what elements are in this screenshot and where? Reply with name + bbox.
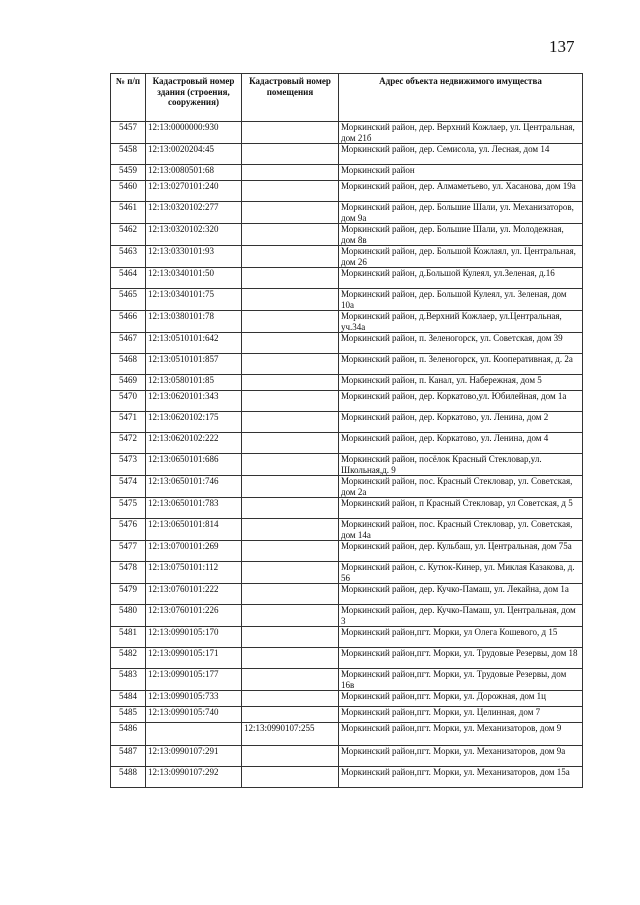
cell-building-cadastral: 12:13:0650101:814 [146, 519, 242, 541]
cell-num: 5469 [111, 375, 146, 391]
cell-building-cadastral [146, 723, 242, 746]
cell-building-cadastral: 12:13:0580101:85 [146, 375, 242, 391]
cell-num: 5476 [111, 519, 146, 541]
cell-building-cadastral: 12:13:0760101:226 [146, 605, 242, 627]
cell-num: 5463 [111, 246, 146, 268]
cell-room-cadastral [242, 746, 339, 767]
cell-room-cadastral [242, 268, 339, 289]
cell-address: Моркинский район, дер. Большой Кожлаял, ул. Центральная, дом 26 [339, 246, 583, 268]
cell-building-cadastral: 12:13:0990105:733 [146, 691, 242, 707]
table-row [111, 333, 583, 354]
cell-num: 5482 [111, 648, 146, 669]
cell-address: Моркинский район,пгт. Морки, ул. Механизаторов, дом 9а [339, 746, 583, 767]
cell-room-cadastral: 12:13:0990107:255 [242, 723, 339, 746]
cell-building-cadastral: 12:13:0760101:222 [146, 584, 242, 605]
cell-num: 5459 [111, 165, 146, 181]
cell-num: 5473 [111, 454, 146, 476]
table-row [111, 454, 583, 476]
table-row [111, 767, 583, 788]
cell-num: 5466 [111, 311, 146, 333]
cell-room-cadastral [242, 519, 339, 541]
table-row [111, 691, 583, 707]
cell-num: 5480 [111, 605, 146, 627]
cell-address: Моркинский район,пгт. Морки, ул. Трудовые Резервы, дом 16в [339, 669, 583, 691]
cell-num: 5478 [111, 562, 146, 584]
cell-building-cadastral: 12:13:0080501:68 [146, 165, 242, 181]
cell-address: Моркинский район, дер. Большие Шали, ул. Молодежная, дом 8в [339, 224, 583, 246]
cell-room-cadastral [242, 311, 339, 333]
cell-address: Моркинский район, пос. Красный Стекловар, ул. Советская, дом 2а [339, 476, 583, 498]
table-row [111, 122, 583, 144]
cell-room-cadastral [242, 391, 339, 412]
cell-building-cadastral: 12:13:0990105:740 [146, 707, 242, 723]
cell-building-cadastral: 12:13:0620102:175 [146, 412, 242, 433]
cell-address: Моркинский район,пгт. Морки, ул. Механизаторов, дом 9 [339, 723, 583, 746]
header-address: Адрес объекта недвижимого имущества [339, 74, 583, 122]
cell-room-cadastral [242, 454, 339, 476]
cell-address: Моркинский район [339, 165, 583, 181]
cell-building-cadastral: 12:13:0650101:746 [146, 476, 242, 498]
cell-building-cadastral: 12:13:0990105:171 [146, 648, 242, 669]
cell-building-cadastral: 12:13:0990107:291 [146, 746, 242, 767]
cell-building-cadastral: 12:13:0990107:292 [146, 767, 242, 788]
cell-room-cadastral [242, 562, 339, 584]
cell-room-cadastral [242, 627, 339, 648]
cell-address: Моркинский район, дер. Кучко-Памаш, ул. Центральная, дом 3 [339, 605, 583, 627]
cell-address: Моркинский район, посёлок Красный Стекловар,ул. Школьная,д. 9 [339, 454, 583, 476]
cell-room-cadastral [242, 691, 339, 707]
cell-room-cadastral [242, 144, 339, 165]
cell-room-cadastral [242, 181, 339, 202]
cell-room-cadastral [242, 224, 339, 246]
header-building-cadastral: Кадастровый номер здания (строения, сооружения) [146, 74, 242, 122]
cell-num: 5471 [111, 412, 146, 433]
table-body [111, 122, 583, 788]
cell-address: Моркинский район, п. Канал, ул. Набережная, дом 5 [339, 375, 583, 391]
cell-room-cadastral [242, 165, 339, 181]
page-number: 137 [549, 37, 575, 56]
cell-room-cadastral [242, 648, 339, 669]
cell-num: 5486 [111, 723, 146, 746]
table-row [111, 627, 583, 648]
cell-address: Моркинский район,пгт. Морки, ул. Дорожная, дом 1ц [339, 691, 583, 707]
cell-num: 5483 [111, 669, 146, 691]
cell-num: 5488 [111, 767, 146, 788]
cell-building-cadastral: 12:13:0340101:75 [146, 289, 242, 311]
cell-num: 5487 [111, 746, 146, 767]
cell-address: Моркинский район, д.Верхний Кожлаер, ул.Центральная, уч.34а [339, 311, 583, 333]
cell-building-cadastral: 12:13:0990105:170 [146, 627, 242, 648]
table-row [111, 584, 583, 605]
table-row [111, 746, 583, 767]
cell-address: Моркинский район, дер. Большой Кулеял, ул. Зеленая, дом 10а [339, 289, 583, 311]
cell-address: Моркинский район, дер. Семисола, ул. Лесная, дом 14 [339, 144, 583, 165]
cell-address: Моркинский район,пгт. Морки, ул. Трудовые Резервы, дом 18 [339, 648, 583, 669]
cell-num: 5465 [111, 289, 146, 311]
cell-building-cadastral: 12:13:0340101:50 [146, 268, 242, 289]
table-row [111, 498, 583, 519]
cell-building-cadastral: 12:13:0750101:112 [146, 562, 242, 584]
table-row [111, 519, 583, 541]
cell-building-cadastral: 12:13:0020204:45 [146, 144, 242, 165]
cell-address: Моркинский район, дер. Коркатово, ул. Ленина, дом 2 [339, 412, 583, 433]
cell-num: 5475 [111, 498, 146, 519]
table-row [111, 605, 583, 627]
cell-room-cadastral [242, 669, 339, 691]
cell-building-cadastral: 12:13:0320102:320 [146, 224, 242, 246]
cell-num: 5457 [111, 122, 146, 144]
header-num: № п/п [111, 74, 146, 122]
cell-address: Моркинский район,пгт. Морки, ул. Механизаторов, дом 15а [339, 767, 583, 788]
table-row [111, 181, 583, 202]
cell-room-cadastral [242, 707, 339, 723]
table-row [111, 669, 583, 691]
cell-address: Моркинский район, п. Зеленогорск, ул. Кооперативная, д. 2а [339, 354, 583, 375]
table-row [111, 354, 583, 375]
cell-room-cadastral [242, 541, 339, 562]
cell-room-cadastral [242, 605, 339, 627]
cell-room-cadastral [242, 767, 339, 788]
table-row [111, 311, 583, 333]
cell-address: Моркинский район, дер. Коркатово,ул. Юбилейная, дом 1а [339, 391, 583, 412]
cell-room-cadastral [242, 333, 339, 354]
table-row [111, 391, 583, 412]
cell-room-cadastral [242, 246, 339, 268]
cell-num: 5467 [111, 333, 146, 354]
cell-room-cadastral [242, 412, 339, 433]
cell-building-cadastral: 12:13:0620102:222 [146, 433, 242, 454]
cell-room-cadastral [242, 354, 339, 375]
cell-address: Моркинский район, д.Большой Кулеял, ул.Зеленая, д.16 [339, 268, 583, 289]
cell-num: 5472 [111, 433, 146, 454]
header-room-cadastral: Кадастровый номер помещения [242, 74, 339, 122]
cell-num: 5461 [111, 202, 146, 224]
table-row [111, 433, 583, 454]
cell-building-cadastral: 12:13:0700101:269 [146, 541, 242, 562]
cell-room-cadastral [242, 202, 339, 224]
cell-num: 5485 [111, 707, 146, 723]
table-row [111, 412, 583, 433]
cell-building-cadastral: 12:13:0510101:642 [146, 333, 242, 354]
cell-num: 5462 [111, 224, 146, 246]
cell-room-cadastral [242, 476, 339, 498]
table-row [111, 144, 583, 165]
property-registry-table [110, 73, 583, 788]
table-row [111, 541, 583, 562]
cell-address: Моркинский район, с. Кутюк-Кинер, ул. Миклая Казакова, д. 56 [339, 562, 583, 584]
cell-building-cadastral: 12:13:0620101:343 [146, 391, 242, 412]
table-row [111, 268, 583, 289]
cell-address: Моркинский район, дер. Коркатово, ул. Ленина, дом 4 [339, 433, 583, 454]
cell-building-cadastral: 12:13:0000000:930 [146, 122, 242, 144]
cell-address: Моркинский район,пгт. Морки, ул. Целинная, дом 7 [339, 707, 583, 723]
cell-building-cadastral: 12:13:0650101:686 [146, 454, 242, 476]
cell-address: Моркинский район, дер. Кучко-Памаш, ул. Лекайна, дом 1а [339, 584, 583, 605]
cell-building-cadastral: 12:13:0320102:277 [146, 202, 242, 224]
cell-building-cadastral: 12:13:0510101:857 [146, 354, 242, 375]
table-row [111, 165, 583, 181]
cell-num: 5458 [111, 144, 146, 165]
cell-building-cadastral: 12:13:0650101:783 [146, 498, 242, 519]
table-row [111, 723, 583, 746]
cell-address: Моркинский район, дер. Верхний Кожлаер, ул. Центральная, дом 21б [339, 122, 583, 144]
table-row [111, 648, 583, 669]
cell-address: Моркинский район, дер. Кульбаш, ул. Центральная, дом 75а [339, 541, 583, 562]
cell-building-cadastral: 12:13:0330101:93 [146, 246, 242, 268]
cell-num: 5468 [111, 354, 146, 375]
table-row [111, 246, 583, 268]
table-row [111, 562, 583, 584]
cell-building-cadastral: 12:13:0270101:240 [146, 181, 242, 202]
cell-address: Моркинский район, п Красный Стекловар, ул Советская, д 5 [339, 498, 583, 519]
cell-address: Моркинский район,пгт. Морки, ул Олега Кошевого, д 15 [339, 627, 583, 648]
cell-room-cadastral [242, 122, 339, 144]
cell-address: Моркинский район, дер. Алмаметьево, ул. Хасанова, дом 19а [339, 181, 583, 202]
cell-room-cadastral [242, 375, 339, 391]
cell-num: 5479 [111, 584, 146, 605]
table-row [111, 476, 583, 498]
cell-num: 5474 [111, 476, 146, 498]
cell-room-cadastral [242, 584, 339, 605]
cell-num: 5481 [111, 627, 146, 648]
cell-address: Моркинский район, пос. Красный Стекловар, ул. Советская, дом 14а [339, 519, 583, 541]
table-row [111, 375, 583, 391]
cell-num: 5470 [111, 391, 146, 412]
cell-num: 5464 [111, 268, 146, 289]
table-row [111, 289, 583, 311]
cell-building-cadastral: 12:13:0380101:78 [146, 311, 242, 333]
cell-address: Моркинский район, дер. Большие Шали, ул. Механизаторов, дом 9а [339, 202, 583, 224]
cell-room-cadastral [242, 289, 339, 311]
cell-num: 5460 [111, 181, 146, 202]
table-header [111, 74, 583, 122]
table-row [111, 202, 583, 224]
cell-num: 5477 [111, 541, 146, 562]
cell-room-cadastral [242, 433, 339, 454]
cell-num: 5484 [111, 691, 146, 707]
table-row [111, 707, 583, 723]
cell-building-cadastral: 12:13:0990105:177 [146, 669, 242, 691]
table-row [111, 224, 583, 246]
cell-address: Моркинский район, п. Зеленогорск, ул. Советская, дом 39 [339, 333, 583, 354]
cell-room-cadastral [242, 498, 339, 519]
